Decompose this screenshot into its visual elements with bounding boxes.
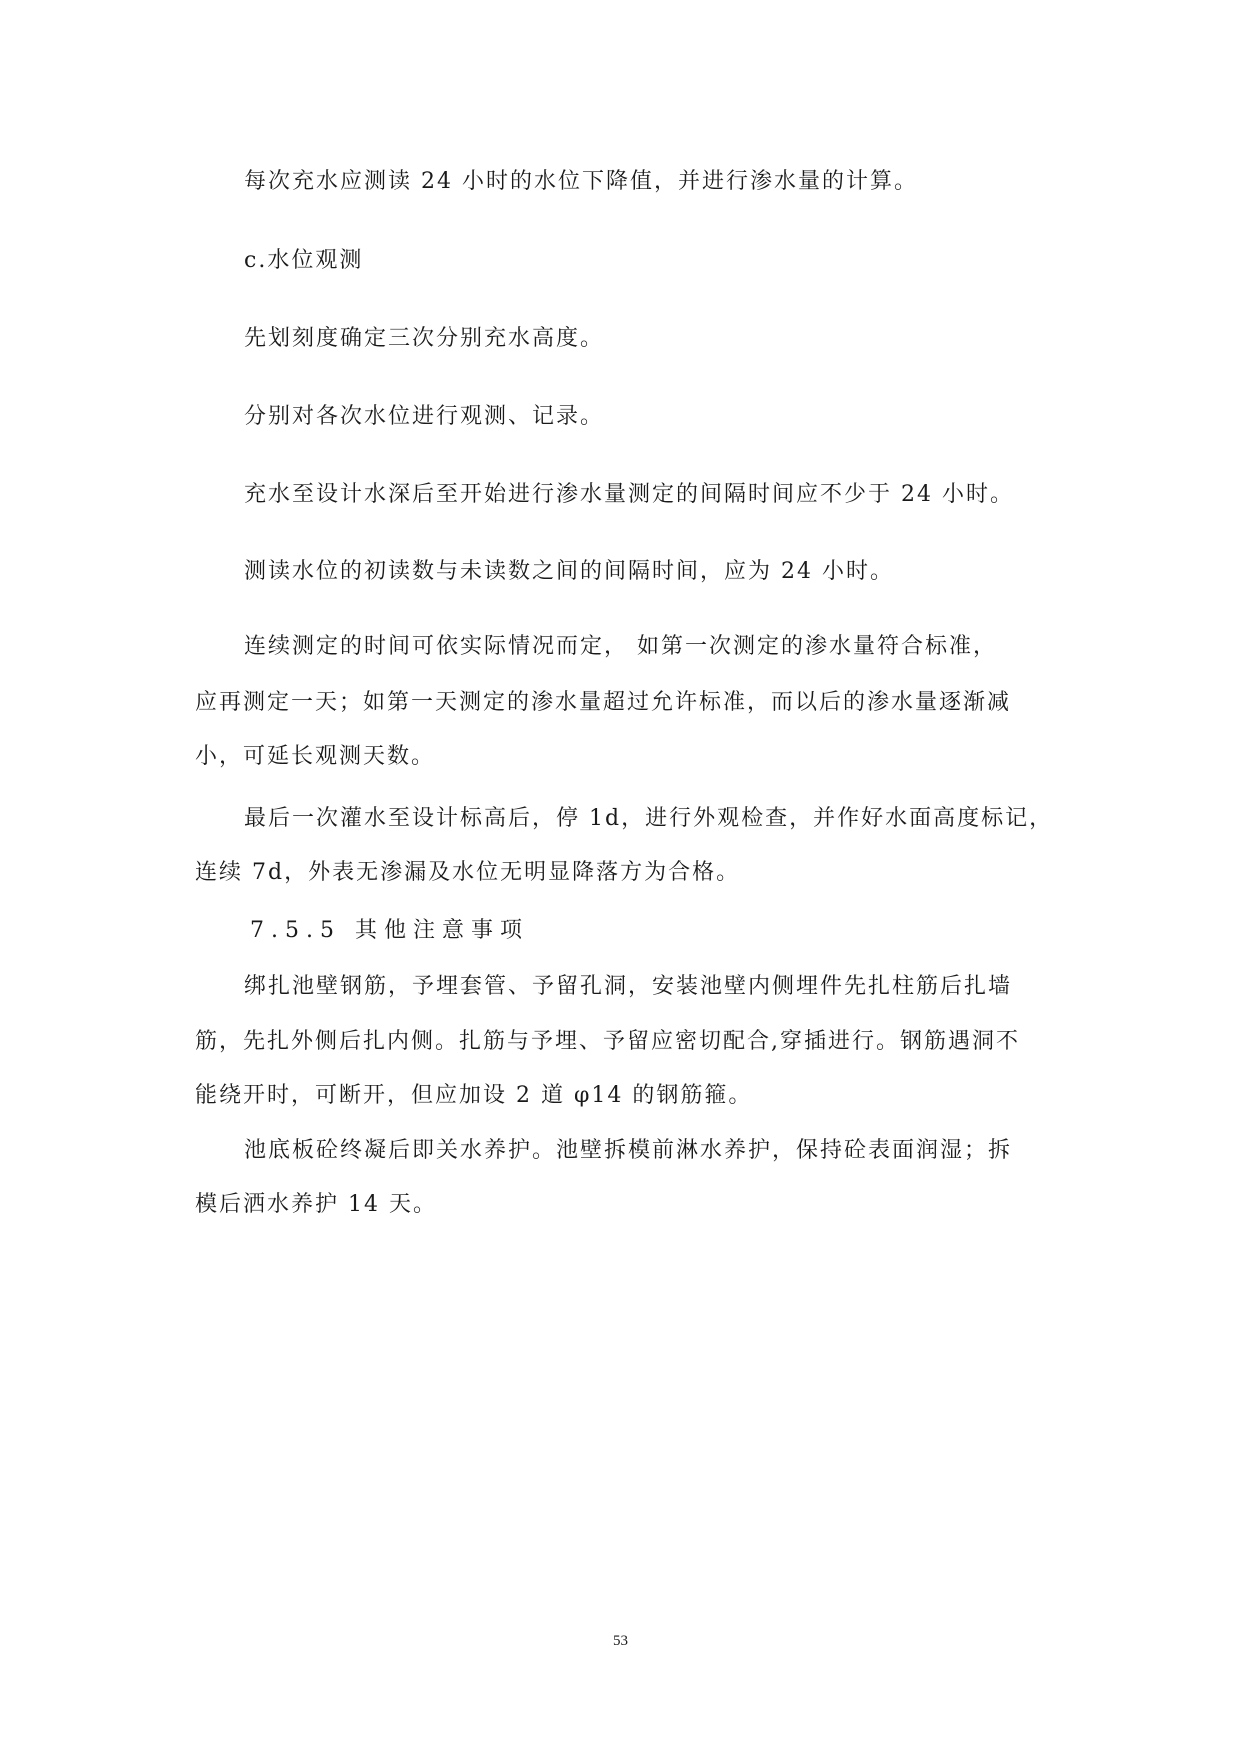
paragraph-interval-time: 充水至设计水深后至开始进行渗水量测定的间隔时间应不少于 24 小时。 xyxy=(244,482,1014,507)
paragraph-continuous-measurement-line3: 小，可延长观测天数。 xyxy=(195,744,436,769)
paragraph-rebar-binding-line3: 能绕开时，可断开，但应加设 2 道 φ14 的钢筋箍。 xyxy=(195,1083,753,1108)
paragraph-continuous-measurement-line1: 连续测定的时间可依实际情况而定， 如第一次测定的渗水量符合标准， xyxy=(244,634,997,659)
paragraph-final-filling-line1: 最后一次灌水至设计标高后，停 1d，进行外观检查，并作好水面高度标记， xyxy=(244,806,1054,831)
page-number: 53 xyxy=(613,1633,628,1649)
paragraph-curing-line2: 模后洒水养护 14 天。 xyxy=(195,1192,437,1217)
paragraph-continuous-measurement-line2: 应再测定一天；如第一天测定的渗水量超过允许标准，而以后的渗水量逐渐减 xyxy=(195,690,1012,715)
paragraph-curing-line1: 池底板砼终凝后即关水养护。池壁拆模前淋水养护，保持砼表面润湿；拆 xyxy=(244,1138,1013,1163)
paragraph-water-level-reading: 每次充水应测读 24 小时的水位下降值，并进行渗水量的计算。 xyxy=(244,169,918,194)
paragraph-final-filling-line2: 连续 7d，外表无渗漏及水位无明显降落方为合格。 xyxy=(195,860,741,885)
paragraph-rebar-binding-line2: 筋，先扎外侧后扎内侧。扎筋与予埋、予留应密切配合,穿插进行。钢筋遇洞不 xyxy=(195,1029,1020,1054)
paragraph-reading-interval: 测读水位的初读数与未读数之间的间隔时间，应为 24 小时。 xyxy=(244,559,894,584)
paragraph-observe-record: 分别对各次水位进行观测、记录。 xyxy=(244,404,605,429)
paragraph-marking-scale: 先划刻度确定三次分别充水高度。 xyxy=(244,326,605,351)
subheading-water-level-observation: c.水位观测 xyxy=(244,248,364,273)
section-heading: 7.5.5 其他注意事项 xyxy=(250,918,529,943)
paragraph-rebar-binding-line1: 绑扎池壁钢筋，予埋套管、予留孔洞，安装池壁内侧埋件先扎柱筋后扎墙 xyxy=(244,974,1013,999)
